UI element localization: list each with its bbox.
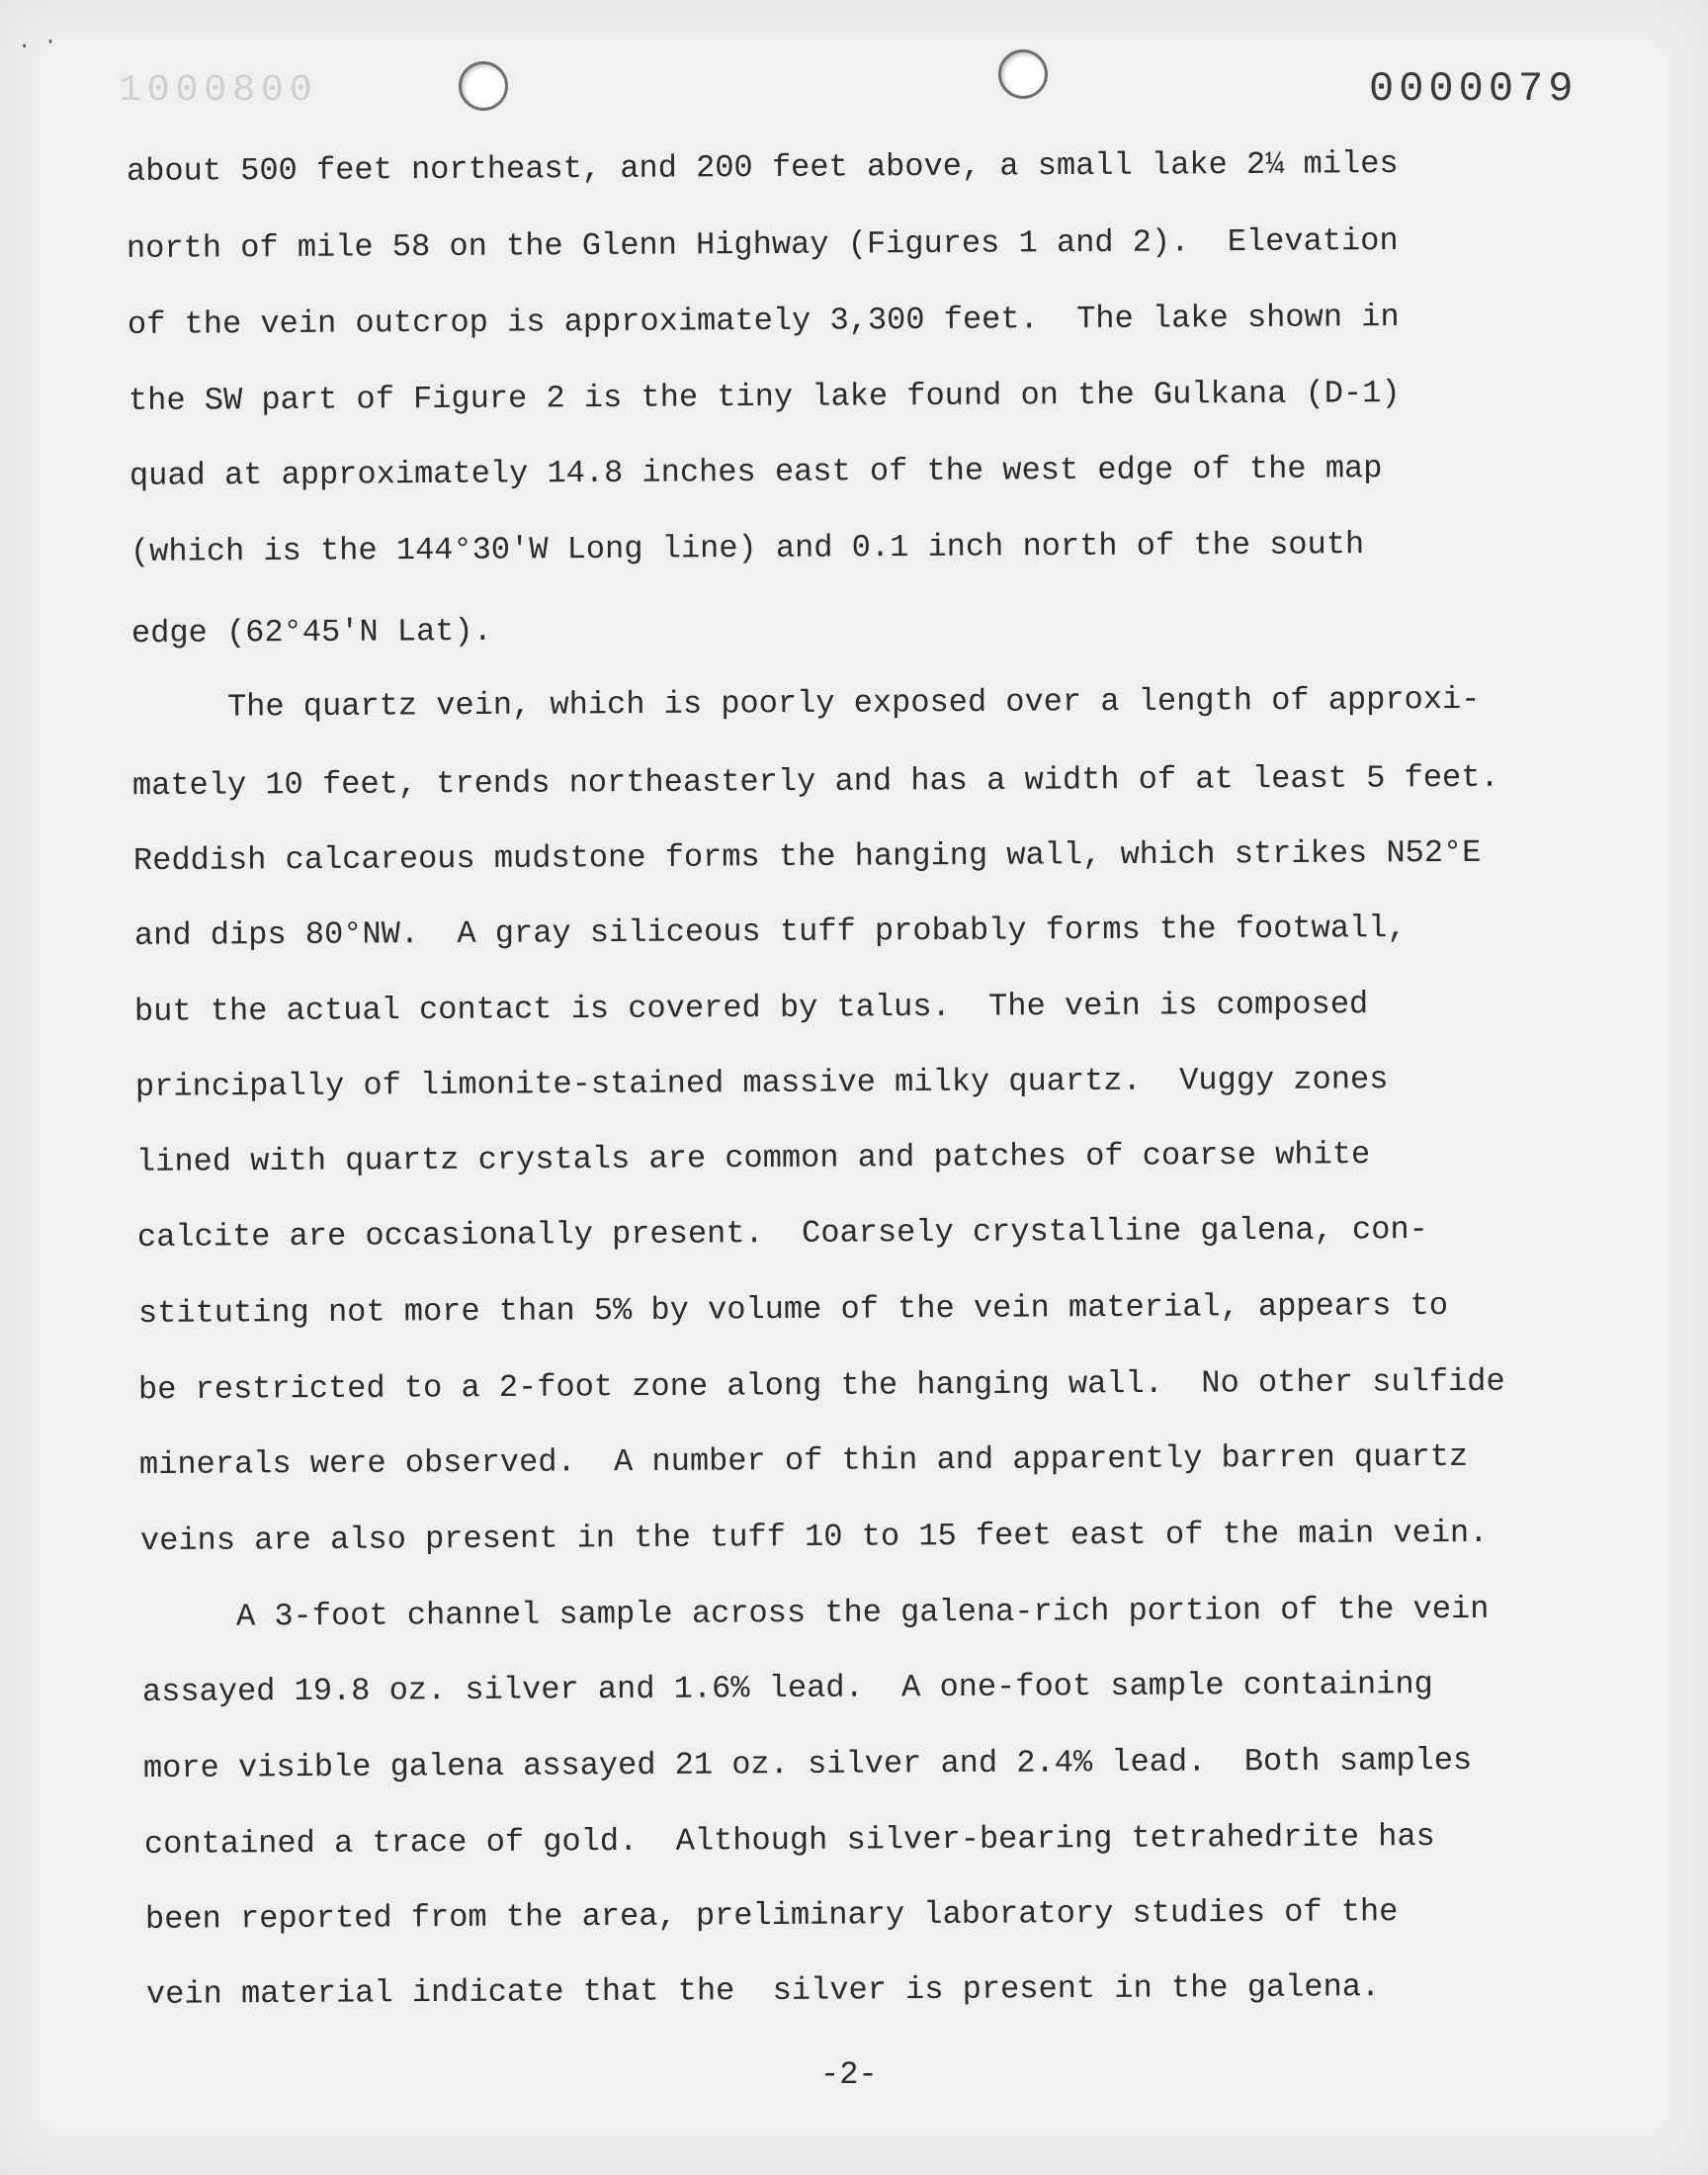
text-line: quad at approximately 14.8 inches east of the west edge of the map [128, 450, 1383, 494]
text-line: of the vein outcrop is approximately 3,300 feet. The lake shown in [127, 299, 1400, 343]
page-number: -2- [820, 2056, 878, 2093]
text-line: minerals were observed. A number of thin and apparently barren quartz [138, 1437, 1469, 1484]
bleed-through-number: 1000800 [119, 69, 318, 112]
punch-hole-left [459, 61, 508, 111]
text-line: veins are also present in the tuff 10 to 15 feet east of the main vein. [139, 1514, 1489, 1560]
text-line: mately 10 feet, trends northeasterly and has a width of at least 5 feet. [131, 758, 1499, 805]
text-line: vein material indicate that the silver is present in the galena. [145, 1968, 1381, 2013]
scan-specks: . · [18, 30, 57, 54]
text-line: Reddish calcareous mudstone forms the hanging wall, which strikes N52°E [132, 833, 1482, 880]
text-line: The quartz vein, which is poorly exposed over a length of approxi- [131, 680, 1481, 727]
text-line: the SW part of Figure 2 is the tiny lake found on the Gulkana (D-1) [128, 375, 1401, 419]
text-line: about 500 feet northeast, and 200 feet above, a small lake 2¼ miles [126, 145, 1399, 190]
text-line: contained a trace of gold. Although silver-bearing tetrahedrite has [143, 1818, 1435, 1863]
text-line: but the actual contact is covered by talus. The vein is composed [133, 986, 1369, 1030]
text-line: calcite are occasionally present. Coarsely crystalline galena, con- [136, 1211, 1428, 1256]
text-line: and dips 80°NW. A gray siliceous tuff probably forms the footwall, [133, 910, 1407, 954]
text-line: assayed 19.8 oz. silver and 1.6% lead. A one-foot sample containing [141, 1666, 1433, 1710]
text-line: principally of limonite-stained massive milky quartz. Vuggy zones [134, 1061, 1389, 1105]
punch-hole-right [998, 49, 1048, 99]
text-line: lined with quartz crystals are common and patches of coarse white [135, 1136, 1371, 1180]
text-line: edge (62°45'N Lat). [130, 612, 492, 652]
document-number: 0000079 [1369, 65, 1579, 113]
text-line: north of mile 58 on the Glenn Highway (Figures 1 and 2). Elevation [126, 222, 1399, 267]
text-line: stituting not more than 5% by volume of the vein material, appears to [137, 1286, 1449, 1333]
text-line: more visible galena assayed 21 oz. silver and 2.4% lead. Both samples [142, 1741, 1473, 1787]
text-line: be restricted to a 2-foot zone along the hanging wall. No other sulfide [137, 1362, 1505, 1409]
text-line: been reported from the area, preliminary laboratory studies of the [144, 1893, 1399, 1938]
text-line: A 3-foot channel sample across the galena-rich portion of the vein [140, 1590, 1490, 1636]
text-line: (which is the 144°30'W Long line) and 0.1 inch north of the south [129, 526, 1365, 570]
